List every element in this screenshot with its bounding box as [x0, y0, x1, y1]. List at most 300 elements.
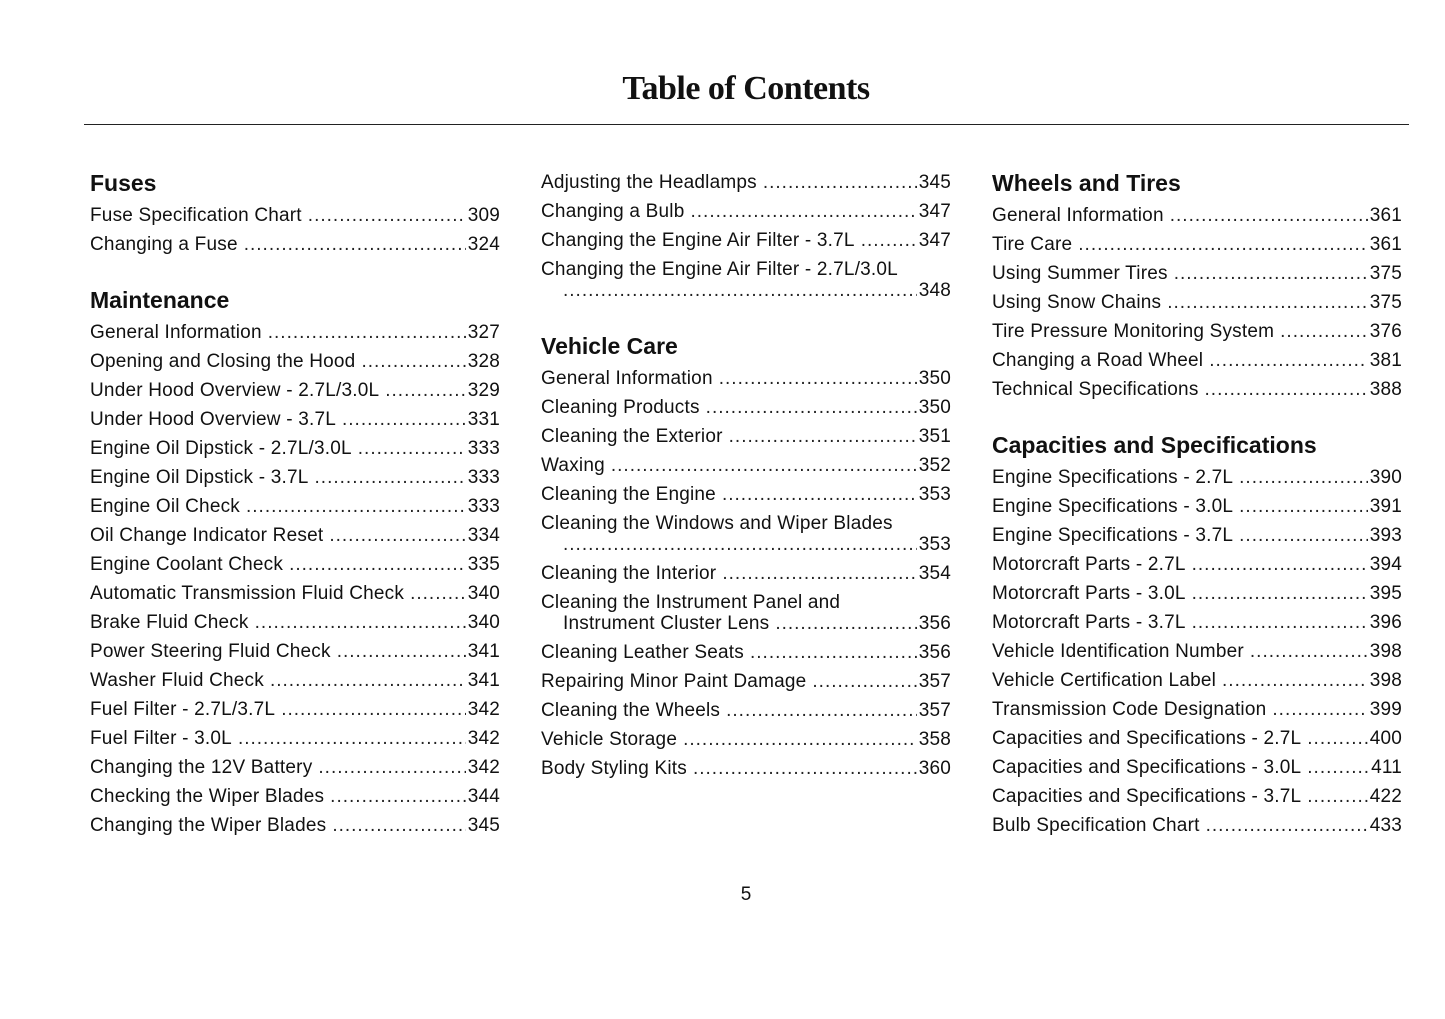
toc-entry[interactable] — [90, 434, 500, 463]
dot-leader — [683, 725, 917, 754]
entry-page-number: 352 — [918, 455, 951, 476]
dot-leader — [1222, 666, 1368, 695]
entry-page-number: 357 — [918, 700, 951, 721]
toc-entry[interactable] — [90, 463, 500, 492]
entry-line — [541, 559, 951, 588]
entry-line — [90, 492, 500, 521]
entry-continuation-line — [541, 530, 951, 559]
entry-title: Bulb Specification Chart — [992, 815, 1200, 836]
entry-line — [992, 201, 1402, 230]
entry-title-continuation: Instrument Cluster Lens — [563, 613, 770, 634]
entry-page-number: 327 — [467, 322, 500, 343]
entry-page-number: 388 — [1369, 379, 1402, 400]
entry-page-number: 329 — [467, 380, 500, 401]
toc-entry[interactable] — [992, 463, 1402, 492]
toc-section — [992, 168, 1402, 404]
toc-entry[interactable] — [541, 725, 951, 754]
entry-title: Opening and Closing the Hood — [90, 351, 356, 372]
toc-section — [90, 168, 500, 259]
entry-title: Power Steering Fluid Check — [90, 641, 331, 662]
entry-page-number: 341 — [467, 641, 500, 662]
dot-leader — [1174, 259, 1368, 288]
entry-title: Engine Specifications - 3.7L — [992, 525, 1234, 546]
entry-page-number: 348 — [918, 280, 951, 301]
entry-line — [992, 695, 1402, 724]
entry-line — [992, 259, 1402, 288]
toc-entry[interactable] — [90, 637, 500, 666]
entry-title: General Information — [992, 205, 1164, 226]
entry-title: Motorcraft Parts - 3.7L — [992, 612, 1186, 633]
entry-title: Cleaning the Exterior — [541, 426, 723, 447]
entry-line — [90, 666, 500, 695]
entry-line — [90, 811, 500, 840]
toc-entry[interactable] — [992, 201, 1402, 230]
toc-entry[interactable] — [541, 509, 951, 559]
entry-line — [992, 550, 1402, 579]
entry-line — [90, 201, 500, 230]
entry-page-number: 361 — [1369, 234, 1402, 255]
entry-line — [90, 579, 500, 608]
dot-leader — [1307, 753, 1369, 782]
toc-entry[interactable] — [90, 347, 500, 376]
dot-leader — [268, 318, 466, 347]
entry-title: Automatic Transmission Fluid Check — [90, 583, 405, 604]
dot-leader — [691, 197, 917, 226]
entry-line — [541, 255, 951, 280]
toc-entry[interactable] — [90, 405, 500, 434]
toc-entry[interactable] — [541, 197, 951, 226]
toc-entry[interactable] — [541, 451, 951, 480]
entry-title: Cleaning the Windows and Wiper Blades — [541, 513, 893, 534]
toc-entry[interactable] — [992, 317, 1402, 346]
toc-entry[interactable] — [541, 168, 951, 197]
dot-leader — [1272, 695, 1367, 724]
entry-page-number: 357 — [918, 671, 951, 692]
entry-title: Body Styling Kits — [541, 758, 687, 779]
dot-leader — [332, 811, 465, 840]
dot-leader — [719, 364, 917, 393]
entry-title: Changing the Wiper Blades — [90, 815, 327, 836]
entry-line — [992, 346, 1402, 375]
dot-leader — [410, 579, 466, 608]
toc-entry[interactable] — [90, 492, 500, 521]
entry-page-number: 333 — [467, 467, 500, 488]
entry-title: Tire Care — [992, 234, 1073, 255]
entry-page-number: 433 — [1369, 815, 1402, 836]
entry-title: Under Hood Overview - 2.7L/3.0L — [90, 380, 380, 401]
dot-leader — [342, 405, 466, 434]
toc-entry[interactable] — [992, 608, 1402, 637]
dot-leader — [281, 695, 466, 724]
entry-page-number: 356 — [918, 642, 951, 663]
entry-line — [90, 376, 500, 405]
toc-entry[interactable] — [992, 724, 1402, 753]
dot-leader — [563, 530, 917, 559]
toc-entry[interactable] — [90, 608, 500, 637]
title-divider — [84, 124, 1409, 125]
dot-leader — [722, 559, 916, 588]
entry-line — [992, 753, 1402, 782]
dot-leader — [726, 696, 917, 725]
entry-line — [541, 754, 951, 783]
entry-line — [90, 550, 500, 579]
entry-title: Cleaning Products — [541, 397, 700, 418]
toc-entry[interactable] — [992, 346, 1402, 375]
section-heading: Capacities and Specifications — [992, 432, 1317, 458]
entry-line — [90, 230, 500, 259]
entry-page-number: 342 — [467, 699, 500, 720]
entry-page-number: 400 — [1369, 728, 1402, 749]
dot-leader — [1192, 579, 1368, 608]
entry-page-number: 340 — [467, 612, 500, 633]
entry-title: Changing a Bulb — [541, 201, 685, 222]
toc-entry[interactable] — [541, 226, 951, 255]
entry-page-number: 331 — [467, 409, 500, 430]
entry-line — [541, 696, 951, 725]
dot-leader — [722, 480, 917, 509]
entry-line — [541, 364, 951, 393]
toc-entry[interactable] — [90, 230, 500, 259]
dot-leader — [1192, 608, 1368, 637]
entry-page-number: 398 — [1369, 641, 1402, 662]
section-heading: Wheels and Tires — [992, 170, 1181, 196]
entry-page-number: 356 — [918, 613, 951, 634]
entry-title: Engine Oil Dipstick - 2.7L/3.0L — [90, 438, 352, 459]
entry-line — [541, 422, 951, 451]
toc-entry[interactable] — [90, 724, 500, 753]
entry-line — [541, 638, 951, 667]
toc-column-1 — [90, 168, 500, 866]
dot-leader — [1206, 811, 1368, 840]
toc-entry[interactable] — [992, 811, 1402, 840]
entry-title: Fuel Filter - 2.7L/3.7L — [90, 699, 276, 720]
dot-leader — [706, 393, 917, 422]
entry-title: Using Summer Tires — [992, 263, 1168, 284]
entry-line — [992, 317, 1402, 346]
entry-page-number: 335 — [467, 554, 500, 575]
entry-line — [992, 724, 1402, 753]
entry-title: Oil Change Indicator Reset — [90, 525, 324, 546]
dot-leader — [1205, 375, 1368, 404]
entry-page-number: 353 — [918, 484, 951, 505]
dot-leader — [361, 347, 465, 376]
toc-entry[interactable] — [90, 521, 500, 550]
toc-entry[interactable] — [541, 696, 951, 725]
entry-page-number: 375 — [1369, 292, 1402, 313]
dot-leader — [246, 492, 466, 521]
entry-title: Engine Oil Dipstick - 3.7L — [90, 467, 309, 488]
dot-leader — [1250, 637, 1368, 666]
entry-title: Vehicle Identification Number — [992, 641, 1244, 662]
dot-leader — [750, 638, 917, 667]
entry-page-number: 347 — [918, 201, 951, 222]
dot-leader — [289, 550, 466, 579]
entry-page-number: 350 — [918, 368, 951, 389]
toc-column-3 — [992, 168, 1402, 866]
entry-title: Adjusting the Headlamps — [541, 172, 757, 193]
entry-title: Under Hood Overview - 3.7L — [90, 409, 336, 430]
dot-leader — [1239, 521, 1368, 550]
entry-title: Vehicle Storage — [541, 729, 678, 750]
entry-page-number: 396 — [1369, 612, 1402, 633]
toc-entry[interactable] — [541, 559, 951, 588]
toc-section — [90, 285, 500, 840]
toc-entry[interactable] — [992, 259, 1402, 288]
dot-leader — [1078, 230, 1367, 259]
entry-continuation-line — [541, 276, 951, 305]
entry-line — [90, 753, 500, 782]
entry-line — [992, 375, 1402, 404]
entry-line — [541, 226, 951, 255]
entry-page-number: 340 — [467, 583, 500, 604]
toc-section — [992, 430, 1402, 840]
entry-line — [541, 509, 951, 534]
entry-title: Cleaning Leather Seats — [541, 642, 744, 663]
toc-section — [541, 331, 951, 783]
entry-page-number: 411 — [1371, 757, 1402, 778]
entry-page-number: 345 — [467, 815, 500, 836]
entry-title: Using Snow Chains — [992, 292, 1162, 313]
entry-line — [992, 288, 1402, 317]
entry-line — [90, 521, 500, 550]
entry-title: Capacities and Specifications - 3.0L — [992, 757, 1302, 778]
entry-title: Changing a Fuse — [90, 234, 238, 255]
toc-entry[interactable] — [90, 201, 500, 230]
entry-title: General Information — [541, 368, 713, 389]
entry-title: Waxing — [541, 455, 605, 476]
dot-leader — [1307, 782, 1367, 811]
dot-leader — [729, 422, 917, 451]
toc-entry[interactable] — [992, 521, 1402, 550]
toc-entry[interactable] — [541, 364, 951, 393]
entry-line — [541, 588, 951, 613]
entry-title: Tire Pressure Monitoring System — [992, 321, 1275, 342]
entry-page-number: 360 — [918, 758, 951, 779]
entry-page-number: 309 — [467, 205, 500, 226]
entry-page-number: 358 — [918, 729, 951, 750]
entry-title: Capacities and Specifications - 2.7L — [992, 728, 1302, 749]
dot-leader — [861, 226, 917, 255]
entry-line — [992, 492, 1402, 521]
dot-leader — [385, 376, 465, 405]
entry-title: Repairing Minor Paint Damage — [541, 671, 807, 692]
entry-page-number: 351 — [918, 426, 951, 447]
entry-line — [90, 347, 500, 376]
entry-title: Engine Oil Check — [90, 496, 240, 517]
entry-line — [90, 782, 500, 811]
entry-page-number: 347 — [918, 230, 951, 251]
dot-leader — [563, 276, 917, 305]
entry-page-number: 399 — [1369, 699, 1402, 720]
dot-leader — [238, 724, 466, 753]
entry-title: Cleaning the Wheels — [541, 700, 721, 721]
entry-line — [992, 521, 1402, 550]
entry-line — [992, 637, 1402, 666]
toc-entry[interactable] — [992, 492, 1402, 521]
page-number: 5 — [740, 884, 752, 905]
dot-leader — [315, 463, 466, 492]
entry-title: Motorcraft Parts - 2.7L — [992, 554, 1186, 575]
toc-entry[interactable] — [541, 588, 951, 638]
entry-title: Cleaning the Engine — [541, 484, 716, 505]
toc-entry[interactable] — [992, 753, 1402, 782]
entry-line — [992, 811, 1402, 840]
entry-page-number: 344 — [467, 786, 500, 807]
entry-line — [541, 197, 951, 226]
entry-title: Technical Specifications — [992, 379, 1199, 400]
toc-entry[interactable] — [90, 811, 500, 840]
toc-entry[interactable] — [992, 695, 1402, 724]
entry-line — [992, 608, 1402, 637]
dot-leader — [1280, 317, 1368, 346]
entry-page-number: 361 — [1369, 205, 1402, 226]
toc-entry[interactable] — [541, 255, 951, 305]
dot-leader — [1192, 550, 1368, 579]
entry-line — [992, 579, 1402, 608]
entry-line — [992, 782, 1402, 811]
entry-line — [90, 405, 500, 434]
entry-continuation-line — [541, 609, 951, 638]
entry-page-number: 333 — [467, 438, 500, 459]
entry-page-number: 342 — [467, 757, 500, 778]
toc-entry[interactable] — [541, 393, 951, 422]
entry-page-number: 354 — [918, 563, 951, 584]
entry-title: Vehicle Certification Label — [992, 670, 1217, 691]
dot-leader — [1239, 463, 1368, 492]
entry-title: Fuse Specification Chart — [90, 205, 302, 226]
toc-entry[interactable] — [90, 753, 500, 782]
toc-entry[interactable] — [541, 754, 951, 783]
entry-page-number: 328 — [467, 351, 500, 372]
entry-page-number: 390 — [1369, 467, 1402, 488]
entry-page-number: 395 — [1369, 583, 1402, 604]
dot-leader — [330, 782, 466, 811]
dot-leader — [337, 637, 466, 666]
toc-entry[interactable] — [992, 550, 1402, 579]
toc-entry[interactable] — [90, 666, 500, 695]
dot-leader — [318, 753, 465, 782]
entry-title: Cleaning the Interior — [541, 563, 717, 584]
entry-page-number: 342 — [467, 728, 500, 749]
dot-leader — [611, 451, 917, 480]
entry-title: Changing the 12V Battery — [90, 757, 313, 778]
entry-line — [541, 480, 951, 509]
dot-leader — [693, 754, 917, 783]
toc-entry[interactable] — [90, 318, 500, 347]
entry-title: Capacities and Specifications - 3.7L — [992, 786, 1302, 807]
entry-page-number: 333 — [467, 496, 500, 517]
toc-entry[interactable] — [992, 637, 1402, 666]
dot-leader — [270, 666, 466, 695]
entry-page-number: 334 — [467, 525, 500, 546]
dot-leader — [812, 667, 916, 696]
dot-leader — [358, 434, 466, 463]
toc-entry[interactable] — [992, 579, 1402, 608]
entry-line — [90, 724, 500, 753]
toc-entry[interactable] — [992, 782, 1402, 811]
toc-entry[interactable] — [992, 288, 1402, 317]
dot-leader — [1307, 724, 1367, 753]
toc-entry[interactable] — [541, 422, 951, 451]
entry-title: Engine Specifications - 2.7L — [992, 467, 1234, 488]
entry-page-number: 398 — [1369, 670, 1402, 691]
entry-line — [541, 451, 951, 480]
entry-page-number: 324 — [467, 234, 500, 255]
toc-entry[interactable] — [992, 230, 1402, 259]
toc-entry[interactable] — [541, 667, 951, 696]
entry-page-number: 350 — [918, 397, 951, 418]
dot-leader — [1170, 201, 1368, 230]
toc-entry[interactable] — [992, 666, 1402, 695]
section-heading: Maintenance — [90, 287, 230, 313]
section-heading: Fuses — [90, 170, 157, 196]
entry-title: Engine Coolant Check — [90, 554, 284, 575]
dot-leader — [1167, 288, 1367, 317]
entry-title: Checking the Wiper Blades — [90, 786, 325, 807]
entry-page-number: 393 — [1369, 525, 1402, 546]
entry-title: General Information — [90, 322, 262, 343]
entry-page-number: 353 — [918, 534, 951, 555]
toc-entry[interactable] — [90, 782, 500, 811]
entry-page-number: 394 — [1369, 554, 1402, 575]
entry-page-number: 422 — [1369, 786, 1402, 807]
entry-title: Cleaning the Instrument Panel and — [541, 592, 841, 613]
dot-leader — [775, 609, 916, 638]
entry-title: Fuel Filter - 3.0L — [90, 728, 232, 749]
toc-column-2 — [541, 168, 951, 809]
entry-line — [90, 608, 500, 637]
dot-leader — [1209, 346, 1367, 375]
dot-leader — [308, 201, 466, 230]
entry-page-number: 376 — [1369, 321, 1402, 342]
toc-entry[interactable] — [90, 376, 500, 405]
toc-entry[interactable] — [90, 695, 500, 724]
toc-entry[interactable] — [992, 375, 1402, 404]
entry-title: Transmission Code Designation — [992, 699, 1267, 720]
entry-title: Changing the Engine Air Filter - 3.7L — [541, 230, 855, 251]
toc-entry[interactable] — [90, 579, 500, 608]
entry-title: Motorcraft Parts - 3.0L — [992, 583, 1186, 604]
entry-line — [90, 463, 500, 492]
entry-line — [992, 230, 1402, 259]
toc-section — [541, 168, 951, 305]
toc-entry[interactable] — [541, 480, 951, 509]
page-title: Table of Contents — [622, 70, 870, 107]
entry-title: Engine Specifications - 3.0L — [992, 496, 1234, 517]
dot-leader — [255, 608, 466, 637]
entry-line — [90, 434, 500, 463]
dot-leader — [244, 230, 466, 259]
toc-entry[interactable] — [541, 638, 951, 667]
toc-entry[interactable] — [90, 550, 500, 579]
entry-line — [992, 463, 1402, 492]
entry-line — [90, 318, 500, 347]
entry-title: Changing the Engine Air Filter - 2.7L/3.0L — [541, 259, 898, 280]
entry-line — [992, 666, 1402, 695]
dot-leader — [329, 521, 465, 550]
entry-line — [541, 667, 951, 696]
entry-page-number: 341 — [467, 670, 500, 691]
entry-line — [90, 637, 500, 666]
entry-page-number: 345 — [918, 172, 951, 193]
entry-line — [90, 695, 500, 724]
entry-title: Changing a Road Wheel — [992, 350, 1204, 371]
entry-line — [541, 168, 951, 197]
entry-line — [541, 725, 951, 754]
entry-page-number: 391 — [1369, 496, 1402, 517]
entry-title: Washer Fluid Check — [90, 670, 264, 691]
dot-leader — [1239, 492, 1368, 521]
